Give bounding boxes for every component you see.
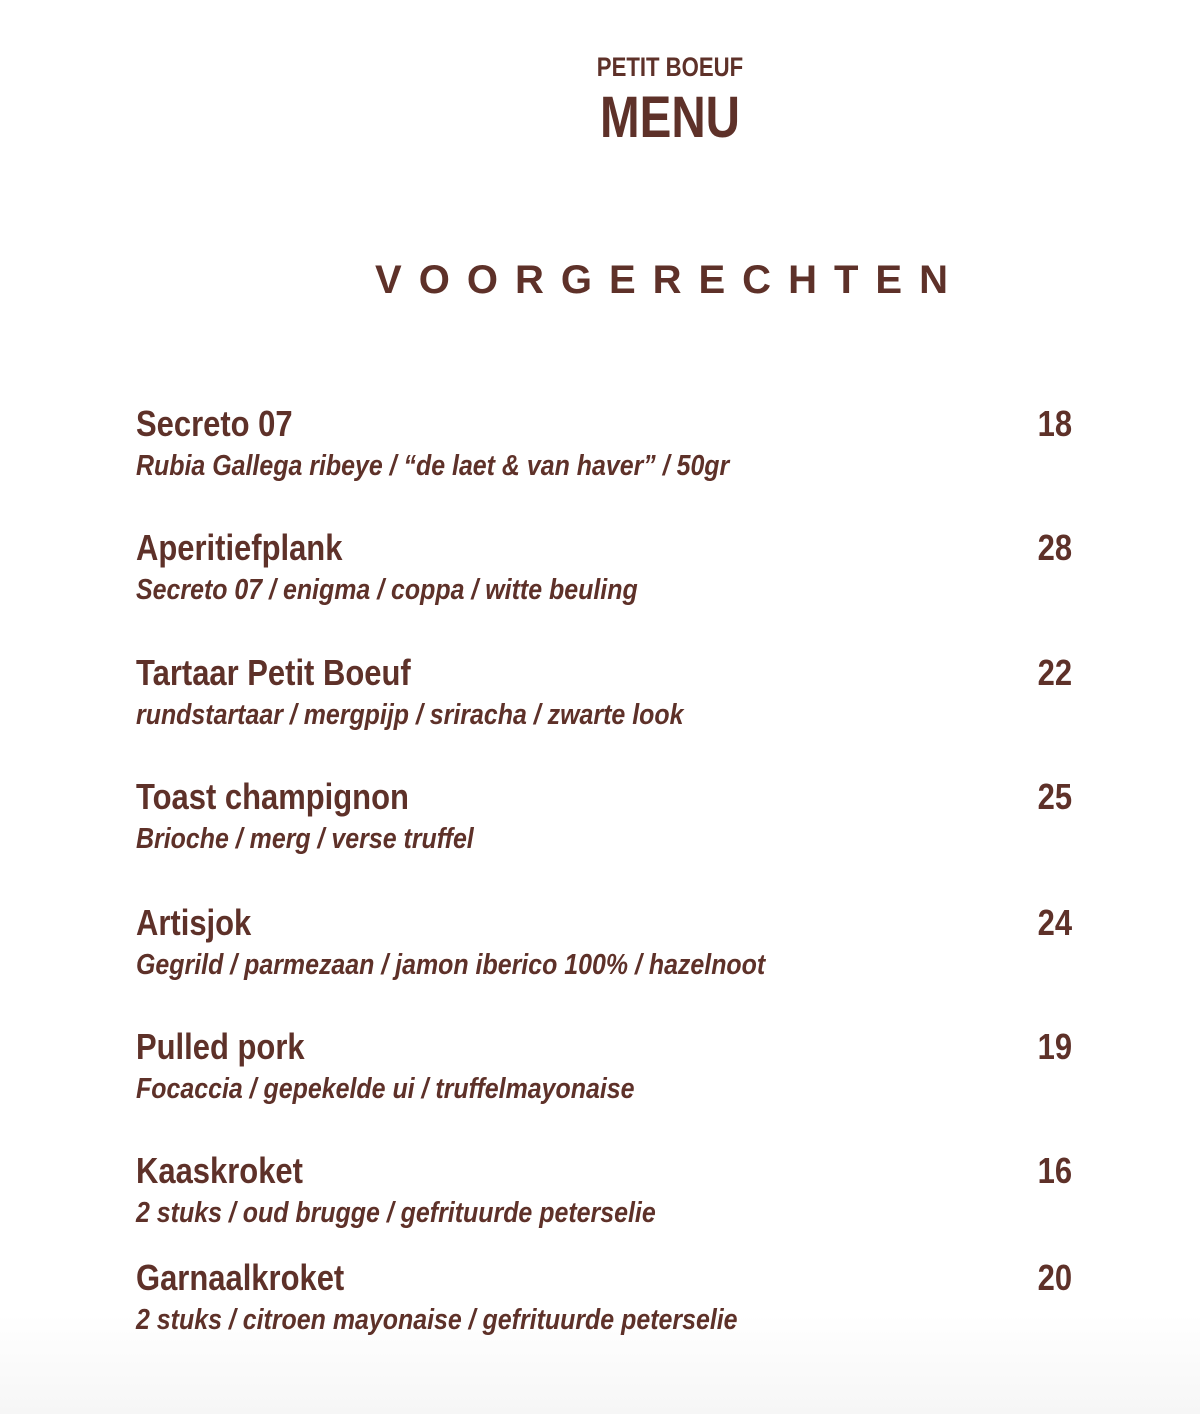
- menu-item-list: [136, 400, 1072, 1344]
- item-name: Tartaar Petit Boeuf: [136, 652, 411, 693]
- item-description: rundstartaar / mergpijp / sriracha / zwarte look: [136, 699, 684, 731]
- item-name: Toast champignon: [136, 776, 409, 817]
- item-name: Secreto 07: [136, 403, 293, 444]
- item-price: 28: [1037, 527, 1072, 568]
- menu-item: [136, 1254, 1072, 1344]
- item-description: 2 stuks / citroen mayonaise / gefrituurde peterselie: [136, 1304, 738, 1336]
- item-price: 18: [1037, 403, 1072, 444]
- menu-item: [136, 1147, 1072, 1254]
- item-name: Aperitiefplank: [136, 527, 343, 568]
- item-description: 2 stuks / oud brugge / gefrituurde peterselie: [136, 1197, 656, 1229]
- menu-header: [0, 50, 1200, 150]
- item-name: Artisjok: [136, 902, 252, 943]
- item-price: 24: [1037, 902, 1072, 943]
- item-description: Rubia Gallega ribeye / “de laet & van haver” / 50gr: [136, 450, 730, 482]
- item-description: Secreto 07 / enigma / coppa / witte beuling: [136, 574, 638, 606]
- item-name: Kaaskroket: [136, 1150, 303, 1191]
- item-name: Pulled pork: [136, 1026, 305, 1067]
- section-title: VOORGERECHTEN: [375, 258, 965, 302]
- item-price: 20: [1037, 1257, 1072, 1298]
- menu-item: [136, 773, 1072, 899]
- item-price: 16: [1037, 1150, 1072, 1191]
- menu-title: MENU: [599, 85, 741, 150]
- item-description: Brioche / merg / verse truffel: [136, 823, 474, 855]
- restaurant-name: PETIT BOEUF: [596, 52, 744, 82]
- menu-item: [136, 649, 1072, 773]
- menu-item: [136, 524, 1072, 649]
- menu-item: [136, 899, 1072, 1023]
- item-description: Gegrild / parmezaan / jamon iberico 100% / hazelnoot: [136, 949, 766, 981]
- item-description: Focaccia / gepekelde ui / truffelmayonaise: [136, 1073, 635, 1105]
- item-name: Garnaalkroket: [136, 1257, 345, 1298]
- item-price: 22: [1037, 652, 1072, 693]
- menu-item: [136, 400, 1072, 524]
- menu-item: [136, 1023, 1072, 1147]
- item-price: 25: [1037, 776, 1072, 817]
- item-price: 19: [1037, 1026, 1072, 1067]
